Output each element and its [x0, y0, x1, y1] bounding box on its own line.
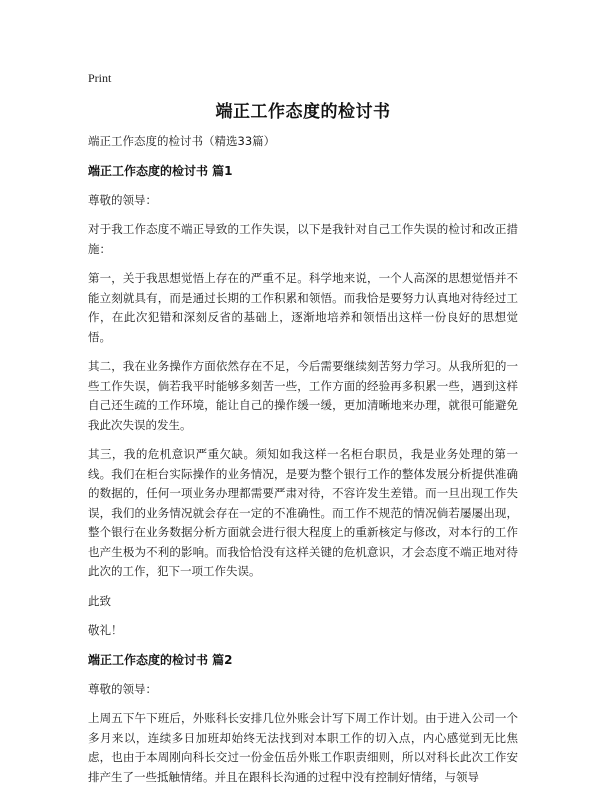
section-heading-2: 端正工作态度的检讨书 篇2 [88, 652, 233, 667]
section1-paragraph: 其三，我的危机意识严重欠缺。须知如我这样一名柜台职员，我是业务处理的第一线。我们在柜台实际操作的业务情况，是要为整个银行工作的整体发展分析提供准确的数据的，任何一项业务办理都需要严肃对待，不容许发生差错。而一旦出现工作失误，我们的业务情况就会存在一定的不准确性。而工作不规范的情况倘若屡屡出现，整个银行在业务数据分析方面就会进行很大程度上的重新核定与修改，对本行的工作也产生极为不利的影响。而我恰恰没有这样关键的危机意识，才会态度不端正地对待此次的工作，犯下一项工作失误。 [88, 447, 518, 578]
section1-paragraph: 第一，关于我思想觉悟上存在的严重不足。科学地来说，一个人高深的思想觉悟并不能立刻就具有，而是通过长期的工作积累和领悟。而我恰是要努力认真地对待经过工作，在此次犯错和深刻反省的基础上，逐渐地培养和领悟出这样一份良好的思想觉悟。 [88, 271, 518, 344]
section1-paragraph: 其二，我在业务操作方面依然存在不足，今后需要继续刻苦努力学习。从我所犯的一些工作失误，倘若我平时能够多刻苦一些，工作方面的经验再多积累一些，遇到这样自己还生疏的工作环境，能让自己的操作缓一缓，更加清晰地来办理，就很可能避免我此次失误的发生。 [88, 359, 518, 432]
section1-greeting: 尊敬的领导： [88, 192, 157, 207]
print-link[interactable]: Print [88, 71, 112, 85]
section1-closing: 此致 [88, 593, 111, 608]
section2-paragraph: 上周五下午下班后，外账科长安排几位外账会计写下周工作计划。由于进入公司一个多月来以，连续多日加班却始终无法找到对本职工作的切入点，内心感觉到无比焦虑，也由于本周刚向科长交过一份金伍岳外账工作职责细则，所以对科长此次工作安排产生了一些抵触情绪。并且在跟科长沟通的过程中没有控制好情绪，与领导 [88, 711, 518, 784]
page-title: 端正工作态度的检讨书 [215, 102, 391, 122]
document-subtitle: 端正工作态度的检讨书（精选33篇） [88, 134, 276, 148]
section1-paragraph: 对于我工作态度不端正导致的工作失误，以下是我针对自己工作失误的检讨和改正措施： [88, 222, 518, 256]
section-heading-1: 端正工作态度的检讨书 篇1 [88, 163, 233, 178]
section2-greeting: 尊敬的领导： [88, 681, 157, 696]
section1-salute: 敬礼！ [88, 623, 123, 637]
document-body [88, 132, 518, 797]
